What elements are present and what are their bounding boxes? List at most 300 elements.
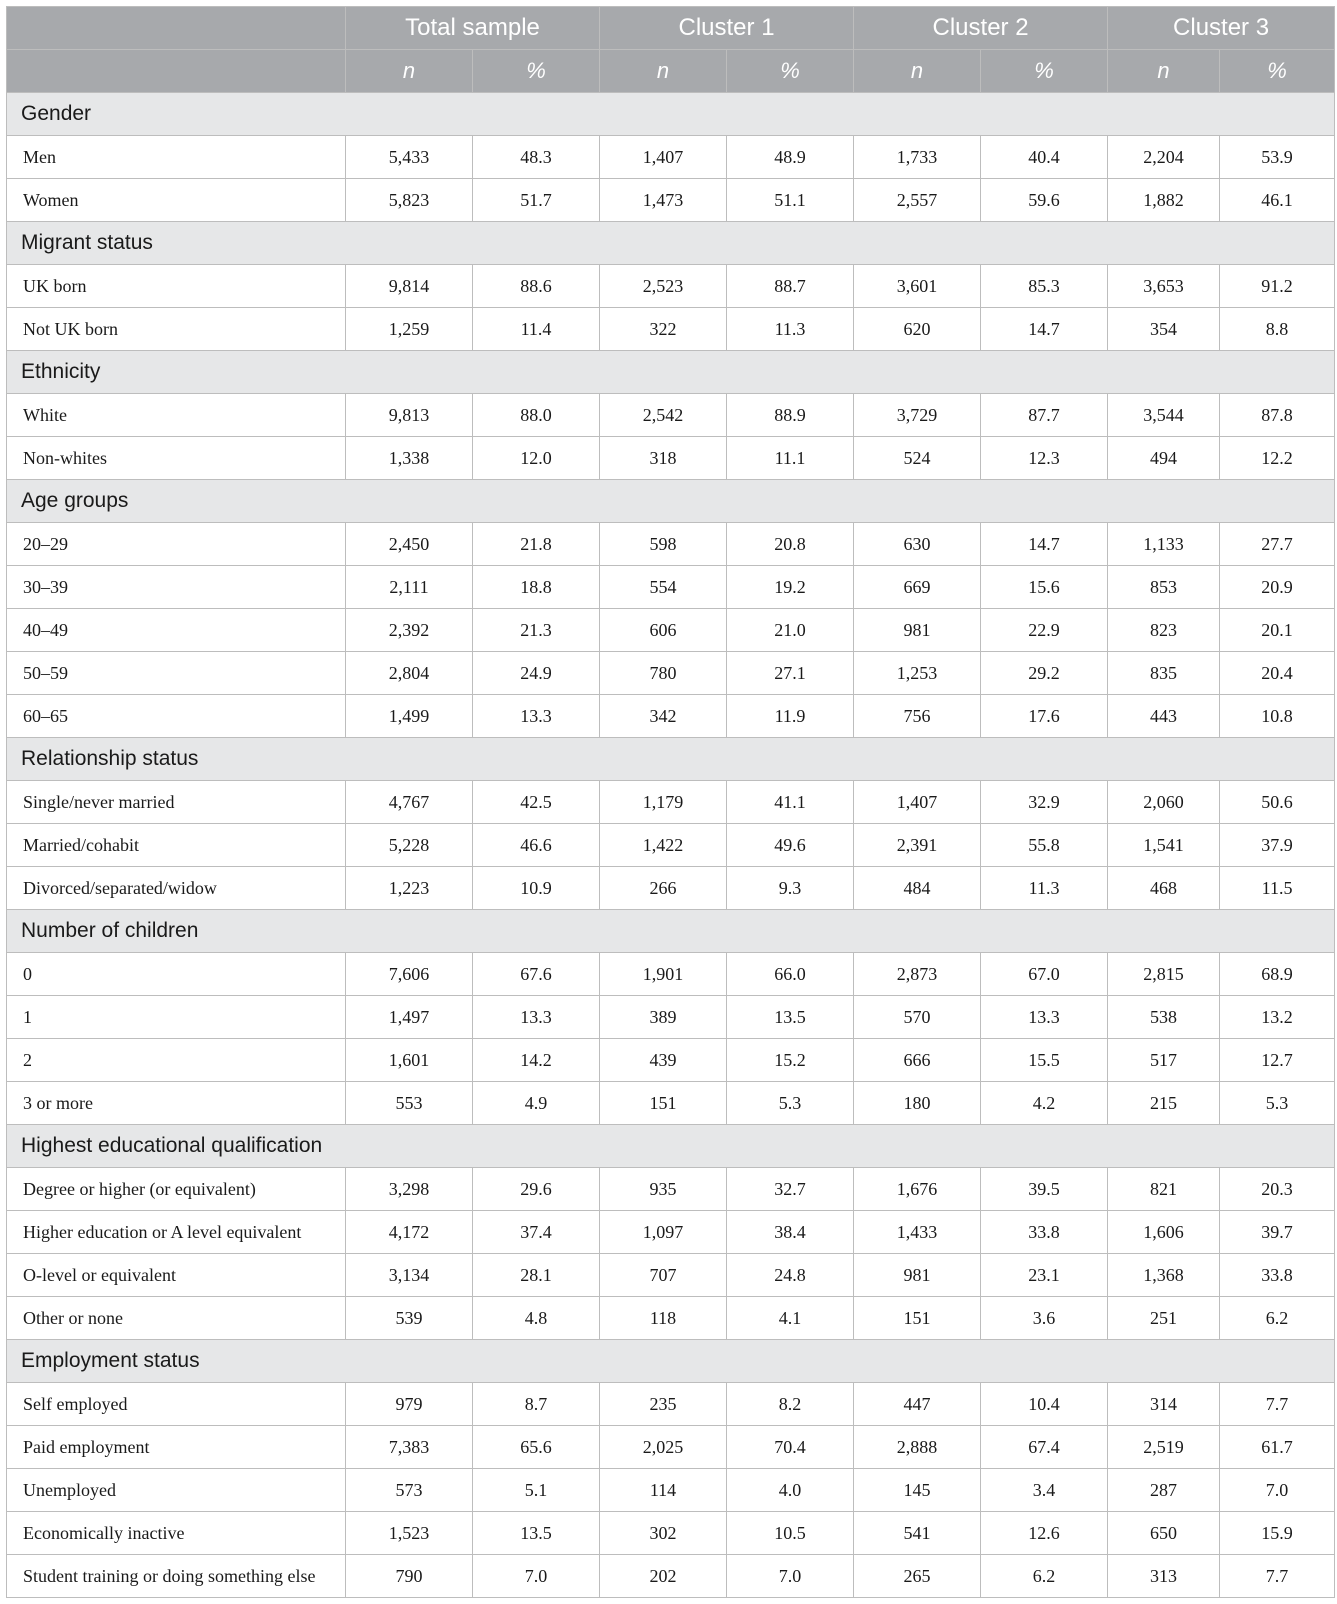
count-cell: 2,523 [600,265,727,308]
percent-cell: 51.7 [473,179,600,222]
section-title-number-of-children: Number of children [7,910,1335,953]
percent-cell: 66.0 [727,953,854,996]
row-label: UK born [7,265,346,308]
percent-cell: 10.9 [473,867,600,910]
table-row [7,1082,1335,1125]
subheader-n: n [600,50,727,93]
percent-cell: 32.9 [981,781,1108,824]
count-cell: 1,499 [346,695,473,738]
table-row [7,1168,1335,1211]
percent-cell: 67.0 [981,953,1108,996]
percent-cell: 13.3 [473,695,600,738]
count-cell: 2,060 [1108,781,1220,824]
percent-cell: 23.1 [981,1254,1108,1297]
percent-cell: 10.5 [727,1512,854,1555]
percent-cell: 88.0 [473,394,600,437]
header-sub-row [7,50,1335,93]
count-cell: 443 [1108,695,1220,738]
table-row [7,824,1335,867]
section-title-highest-educational-qualification: Highest educational qualification [7,1125,1335,1168]
count-cell: 1,433 [854,1211,981,1254]
count-cell: 538 [1108,996,1220,1039]
count-cell: 573 [346,1469,473,1512]
row-label: Divorced/separated/widow [7,867,346,910]
count-cell: 598 [600,523,727,566]
row-label: 30–39 [7,566,346,609]
count-cell: 707 [600,1254,727,1297]
count-cell: 5,823 [346,179,473,222]
percent-cell: 5.1 [473,1469,600,1512]
row-label: 60–65 [7,695,346,738]
row-label: Other or none [7,1297,346,1340]
percent-cell: 12.6 [981,1512,1108,1555]
count-cell: 114 [600,1469,727,1512]
percent-cell: 4.1 [727,1297,854,1340]
count-cell: 447 [854,1383,981,1426]
percent-cell: 15.6 [981,566,1108,609]
percent-cell: 4.8 [473,1297,600,1340]
percent-cell: 9.3 [727,867,854,910]
table-row [7,953,1335,996]
percent-cell: 11.4 [473,308,600,351]
count-cell: 780 [600,652,727,695]
percent-cell: 11.3 [981,867,1108,910]
header-cluster-1: Cluster 1 [600,7,854,50]
count-cell: 202 [600,1555,727,1598]
row-label: Student training or doing something else [7,1555,346,1598]
percent-cell: 32.7 [727,1168,854,1211]
row-label: O-level or equivalent [7,1254,346,1297]
percent-cell: 46.6 [473,824,600,867]
percent-cell: 88.9 [727,394,854,437]
percent-cell: 87.7 [981,394,1108,437]
percent-cell: 19.2 [727,566,854,609]
percent-cell: 67.4 [981,1426,1108,1469]
count-cell: 7,606 [346,953,473,996]
count-cell: 314 [1108,1383,1220,1426]
table-row [7,695,1335,738]
count-cell: 650 [1108,1512,1220,1555]
percent-cell: 3.6 [981,1297,1108,1340]
percent-cell: 39.5 [981,1168,1108,1211]
percent-cell: 13.5 [727,996,854,1039]
percent-cell: 88.7 [727,265,854,308]
percent-cell: 42.5 [473,781,600,824]
percent-cell: 13.5 [473,1512,600,1555]
count-cell: 1,368 [1108,1254,1220,1297]
percent-cell: 33.8 [1220,1254,1335,1297]
percent-cell: 3.4 [981,1469,1108,1512]
subheader-percent: % [981,50,1108,93]
percent-cell: 24.8 [727,1254,854,1297]
count-cell: 1,259 [346,308,473,351]
percent-cell: 4.0 [727,1469,854,1512]
row-label: Unemployed [7,1469,346,1512]
count-cell: 266 [600,867,727,910]
section-title-migrant-status: Migrant status [7,222,1335,265]
count-cell: 554 [600,566,727,609]
row-label: 1 [7,996,346,1039]
subheader-percent: % [473,50,600,93]
section-header-row [7,351,1335,394]
percent-cell: 14.7 [981,308,1108,351]
count-cell: 666 [854,1039,981,1082]
section-header-row [7,1340,1335,1383]
table-row [7,652,1335,695]
percent-cell: 7.7 [1220,1383,1335,1426]
count-cell: 1,882 [1108,179,1220,222]
header-corner-sub [7,50,346,93]
count-cell: 570 [854,996,981,1039]
percent-cell: 4.2 [981,1082,1108,1125]
percent-cell: 13.2 [1220,996,1335,1039]
section-header-row [7,910,1335,953]
section-title-employment-status: Employment status [7,1340,1335,1383]
count-cell: 265 [854,1555,981,1598]
table-row [7,179,1335,222]
percent-cell: 41.1 [727,781,854,824]
percent-cell: 8.8 [1220,308,1335,351]
count-cell: 468 [1108,867,1220,910]
section-header-row [7,1125,1335,1168]
count-cell: 853 [1108,566,1220,609]
percent-cell: 4.9 [473,1082,600,1125]
count-cell: 823 [1108,609,1220,652]
percent-cell: 55.8 [981,824,1108,867]
table-row [7,566,1335,609]
count-cell: 439 [600,1039,727,1082]
subheader-percent: % [1220,50,1335,93]
table-row [7,1426,1335,1469]
section-header-row [7,93,1335,136]
row-label: 3 or more [7,1082,346,1125]
table-row [7,1383,1335,1426]
header-total-sample: Total sample [346,7,600,50]
count-cell: 1,601 [346,1039,473,1082]
percent-cell: 5.3 [1220,1082,1335,1125]
percent-cell: 11.3 [727,308,854,351]
count-cell: 524 [854,437,981,480]
count-cell: 4,172 [346,1211,473,1254]
header-cluster-2: Cluster 2 [854,7,1108,50]
percent-cell: 51.1 [727,179,854,222]
count-cell: 389 [600,996,727,1039]
count-cell: 2,392 [346,609,473,652]
percent-cell: 38.4 [727,1211,854,1254]
percent-cell: 29.2 [981,652,1108,695]
table-row [7,996,1335,1039]
count-cell: 2,804 [346,652,473,695]
percent-cell: 37.9 [1220,824,1335,867]
percent-cell: 12.3 [981,437,1108,480]
count-cell: 1,133 [1108,523,1220,566]
percent-cell: 14.7 [981,523,1108,566]
count-cell: 553 [346,1082,473,1125]
row-label: Self employed [7,1383,346,1426]
percent-cell: 21.3 [473,609,600,652]
table-row [7,308,1335,351]
percent-cell: 7.0 [727,1555,854,1598]
table-row [7,136,1335,179]
percent-cell: 7.7 [1220,1555,1335,1598]
percent-cell: 48.9 [727,136,854,179]
count-cell: 5,433 [346,136,473,179]
count-cell: 821 [1108,1168,1220,1211]
count-cell: 541 [854,1512,981,1555]
table-row [7,609,1335,652]
percent-cell: 70.4 [727,1426,854,1469]
percent-cell: 87.8 [1220,394,1335,437]
count-cell: 1,338 [346,437,473,480]
count-cell: 620 [854,308,981,351]
row-label: Men [7,136,346,179]
count-cell: 151 [854,1297,981,1340]
count-cell: 2,888 [854,1426,981,1469]
percent-cell: 22.9 [981,609,1108,652]
count-cell: 2,204 [1108,136,1220,179]
count-cell: 3,298 [346,1168,473,1211]
percent-cell: 11.1 [727,437,854,480]
percent-cell: 27.7 [1220,523,1335,566]
count-cell: 494 [1108,437,1220,480]
cluster-demographics-table [6,6,1335,1598]
percent-cell: 17.6 [981,695,1108,738]
count-cell: 287 [1108,1469,1220,1512]
count-cell: 2,815 [1108,953,1220,996]
percent-cell: 14.2 [473,1039,600,1082]
count-cell: 1,422 [600,824,727,867]
count-cell: 935 [600,1168,727,1211]
count-cell: 1,606 [1108,1211,1220,1254]
percent-cell: 39.7 [1220,1211,1335,1254]
percent-cell: 85.3 [981,265,1108,308]
percent-cell: 10.8 [1220,695,1335,738]
count-cell: 322 [600,308,727,351]
count-cell: 517 [1108,1039,1220,1082]
table-row [7,437,1335,480]
percent-cell: 49.6 [727,824,854,867]
row-label: Paid employment [7,1426,346,1469]
table-row [7,1469,1335,1512]
row-label: Degree or higher (or equivalent) [7,1168,346,1211]
percent-cell: 20.4 [1220,652,1335,695]
percent-cell: 15.5 [981,1039,1108,1082]
percent-cell: 11.5 [1220,867,1335,910]
count-cell: 235 [600,1383,727,1426]
count-cell: 2,450 [346,523,473,566]
header-cluster-3: Cluster 3 [1108,7,1335,50]
percent-cell: 28.1 [473,1254,600,1297]
row-label: White [7,394,346,437]
count-cell: 1,179 [600,781,727,824]
row-label: 40–49 [7,609,346,652]
percent-cell: 61.7 [1220,1426,1335,1469]
percent-cell: 59.6 [981,179,1108,222]
count-cell: 1,253 [854,652,981,695]
table-row [7,1254,1335,1297]
percent-cell: 6.2 [981,1555,1108,1598]
percent-cell: 12.0 [473,437,600,480]
row-label: 0 [7,953,346,996]
count-cell: 756 [854,695,981,738]
row-label: Women [7,179,346,222]
section-header-row [7,738,1335,781]
header-group-row [7,7,1335,50]
percent-cell: 8.7 [473,1383,600,1426]
table-row [7,1555,1335,1598]
count-cell: 2,391 [854,824,981,867]
count-cell: 979 [346,1383,473,1426]
count-cell: 215 [1108,1082,1220,1125]
count-cell: 2,542 [600,394,727,437]
percent-cell: 20.8 [727,523,854,566]
count-cell: 669 [854,566,981,609]
count-cell: 3,544 [1108,394,1220,437]
table-body [7,93,1335,1598]
count-cell: 1,223 [346,867,473,910]
count-cell: 313 [1108,1555,1220,1598]
count-cell: 1,901 [600,953,727,996]
row-label: Non-whites [7,437,346,480]
row-label: Single/never married [7,781,346,824]
subheader-n: n [854,50,981,93]
percent-cell: 67.6 [473,953,600,996]
percent-cell: 53.9 [1220,136,1335,179]
table-row [7,1039,1335,1082]
count-cell: 606 [600,609,727,652]
count-cell: 484 [854,867,981,910]
table-row [7,394,1335,437]
percent-cell: 46.1 [1220,179,1335,222]
count-cell: 790 [346,1555,473,1598]
percent-cell: 21.8 [473,523,600,566]
count-cell: 1,407 [600,136,727,179]
count-cell: 354 [1108,308,1220,351]
percent-cell: 27.1 [727,652,854,695]
section-title-ethnicity: Ethnicity [7,351,1335,394]
percent-cell: 20.1 [1220,609,1335,652]
percent-cell: 6.2 [1220,1297,1335,1340]
percent-cell: 24.9 [473,652,600,695]
count-cell: 2,873 [854,953,981,996]
count-cell: 9,813 [346,394,473,437]
count-cell: 3,729 [854,394,981,437]
count-cell: 3,134 [346,1254,473,1297]
percent-cell: 13.3 [473,996,600,1039]
count-cell: 1,733 [854,136,981,179]
section-title-relationship-status: Relationship status [7,738,1335,781]
row-label: 50–59 [7,652,346,695]
count-cell: 835 [1108,652,1220,695]
percent-cell: 65.6 [473,1426,600,1469]
row-label: 2 [7,1039,346,1082]
header-corner [7,7,346,50]
count-cell: 3,601 [854,265,981,308]
count-cell: 1,097 [600,1211,727,1254]
percent-cell: 50.6 [1220,781,1335,824]
percent-cell: 12.2 [1220,437,1335,480]
subheader-n: n [346,50,473,93]
count-cell: 5,228 [346,824,473,867]
table-row [7,867,1335,910]
percent-cell: 8.2 [727,1383,854,1426]
row-label: Not UK born [7,308,346,351]
count-cell: 3,653 [1108,265,1220,308]
percent-cell: 68.9 [1220,953,1335,996]
percent-cell: 12.7 [1220,1039,1335,1082]
count-cell: 151 [600,1082,727,1125]
percent-cell: 7.0 [1220,1469,1335,1512]
count-cell: 2,519 [1108,1426,1220,1469]
count-cell: 7,383 [346,1426,473,1469]
percent-cell: 88.6 [473,265,600,308]
section-title-age-groups: Age groups [7,480,1335,523]
count-cell: 1,676 [854,1168,981,1211]
count-cell: 342 [600,695,727,738]
count-cell: 118 [600,1297,727,1340]
table-row [7,523,1335,566]
count-cell: 251 [1108,1297,1220,1340]
count-cell: 4,767 [346,781,473,824]
row-label: Economically inactive [7,1512,346,1555]
percent-cell: 37.4 [473,1211,600,1254]
count-cell: 1,473 [600,179,727,222]
row-label: 20–29 [7,523,346,566]
count-cell: 2,111 [346,566,473,609]
table-row [7,781,1335,824]
percent-cell: 29.6 [473,1168,600,1211]
count-cell: 1,541 [1108,824,1220,867]
count-cell: 145 [854,1469,981,1512]
count-cell: 2,025 [600,1426,727,1469]
count-cell: 9,814 [346,265,473,308]
count-cell: 539 [346,1297,473,1340]
table-row [7,265,1335,308]
row-label: Married/cohabit [7,824,346,867]
section-header-row [7,480,1335,523]
percent-cell: 7.0 [473,1555,600,1598]
percent-cell: 11.9 [727,695,854,738]
section-title-gender: Gender [7,93,1335,136]
table-row [7,1211,1335,1254]
percent-cell: 33.8 [981,1211,1108,1254]
subheader-percent: % [727,50,854,93]
percent-cell: 15.9 [1220,1512,1335,1555]
count-cell: 1,497 [346,996,473,1039]
percent-cell: 20.9 [1220,566,1335,609]
count-cell: 981 [854,1254,981,1297]
count-cell: 1,523 [346,1512,473,1555]
percent-cell: 48.3 [473,136,600,179]
percent-cell: 10.4 [981,1383,1108,1426]
percent-cell: 15.2 [727,1039,854,1082]
row-label: Higher education or A level equivalent [7,1211,346,1254]
percent-cell: 20.3 [1220,1168,1335,1211]
subheader-n: n [1108,50,1220,93]
table-row [7,1512,1335,1555]
count-cell: 302 [600,1512,727,1555]
count-cell: 2,557 [854,179,981,222]
percent-cell: 21.0 [727,609,854,652]
percent-cell: 13.3 [981,996,1108,1039]
percent-cell: 40.4 [981,136,1108,179]
count-cell: 630 [854,523,981,566]
count-cell: 180 [854,1082,981,1125]
count-cell: 1,407 [854,781,981,824]
section-header-row [7,222,1335,265]
percent-cell: 5.3 [727,1082,854,1125]
table-row [7,1297,1335,1340]
